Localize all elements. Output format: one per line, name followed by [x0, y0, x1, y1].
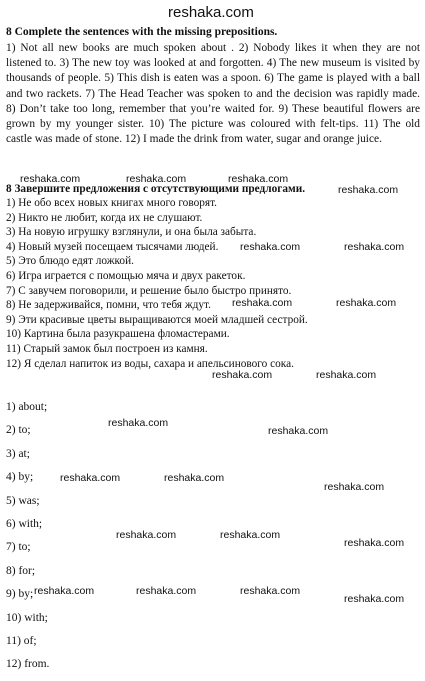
- answer-item: 2) to;: [6, 424, 31, 437]
- watermark: reshaka.com: [164, 472, 225, 484]
- list-item: 7) С завучем поговорили, и решение было быстро принято.: [6, 284, 292, 297]
- answers-list: [6, 400, 126, 681]
- watermark: reshaka.com: [34, 585, 95, 597]
- watermark: reshaka.com: [116, 529, 177, 541]
- answer-item: 7) to;: [6, 541, 31, 554]
- list-item: 9) Эти красивые цветы выращиваются моей младшей сестрой.: [6, 313, 308, 326]
- answer-item: 4) by;: [6, 471, 34, 484]
- list-item: 12) Я сделал напиток из воды, сахара и апельсинового сока.: [6, 357, 294, 370]
- watermark: reshaka.com: [324, 481, 385, 493]
- watermark: reshaka.com: [240, 585, 301, 597]
- list-item: 2) Никто не любит, когда их не слушают.: [6, 211, 203, 224]
- answer-item: 12) from.: [6, 658, 50, 671]
- watermark: reshaka.com: [126, 173, 187, 185]
- watermark: reshaka.com: [344, 241, 405, 253]
- watermark-top: reshaka.com: [168, 4, 254, 21]
- exercise-title-ru: 8 Завершите предложения с отсутствующими предлогами.: [6, 183, 306, 195]
- watermark: reshaka.com: [232, 297, 293, 309]
- answer-item: 6) with;: [6, 517, 43, 530]
- answer-item: 1) about;: [6, 401, 48, 413]
- answer-item: 8) for;: [6, 564, 36, 577]
- watermark: reshaka.com: [338, 184, 399, 196]
- watermark: reshaka.com: [228, 173, 289, 185]
- watermark: reshaka.com: [20, 173, 81, 185]
- list-item: 10) Картина была разукрашена фломастерами.: [6, 328, 230, 341]
- watermark: reshaka.com: [240, 241, 301, 253]
- watermark: reshaka.com: [316, 369, 377, 381]
- watermark: reshaka.com: [344, 537, 405, 549]
- watermark: reshaka.com: [108, 417, 169, 429]
- watermark: reshaka.com: [60, 472, 121, 484]
- watermark: reshaka.com: [212, 369, 273, 381]
- answer-item: 5) was;: [6, 494, 40, 507]
- list-item: 6) Игра играется с помощью мяча и двух ракеток.: [6, 269, 246, 282]
- watermark: reshaka.com: [136, 585, 197, 597]
- watermark: reshaka.com: [268, 425, 329, 437]
- answer-item: 10) with;: [6, 611, 48, 624]
- watermark: reshaka.com: [344, 593, 405, 605]
- list-item: 11) Старый замок был построен из камня.: [6, 342, 208, 355]
- watermark: reshaka.com: [336, 297, 397, 309]
- exercise-title-en: 8 Complete the sentences with the missing prepositions.: [6, 26, 278, 38]
- list-item: 8) Не задерживайся, помни, что тебя ждут.: [6, 299, 211, 312]
- watermark: reshaka.com: [220, 529, 281, 541]
- answer-item: 11) of;: [6, 634, 37, 647]
- list-item: 4) Новый музей посещаем тысячами людей.: [6, 240, 219, 253]
- translation-list: [6, 196, 366, 371]
- list-item: 1) Не обо всех новых книгах много говорят.: [6, 197, 217, 209]
- list-item: 3) На новую игрушку взглянули, и она была забыта.: [6, 226, 257, 239]
- exercise-text-en: 1) Not all new books are much spoken about . 2) Nobody likes it when they are not listened to. 3) The new toy was looked at and forgotten. 4) The new museum is visited by thousands of people. 5) This dish is eaten was a spoon. 6) The game is played with a ball and two rackets. 7) The Head Teacher was spoken to and the decision was rapidly made. 8) Don’t take too long, remember that you’re waited for. 9) These beautiful flowers are grown by my younger sister. 10) The picture was coloured with felt-tips. 11) The old castle was made of stone. 12) I made the drink from water, sugar and orange juice.: [6, 42, 420, 146]
- list-item: 5) Это блюдо едят ложкой.: [6, 255, 134, 268]
- answer-item: 9) by;: [6, 588, 34, 601]
- answer-item: 3) at;: [6, 447, 30, 460]
